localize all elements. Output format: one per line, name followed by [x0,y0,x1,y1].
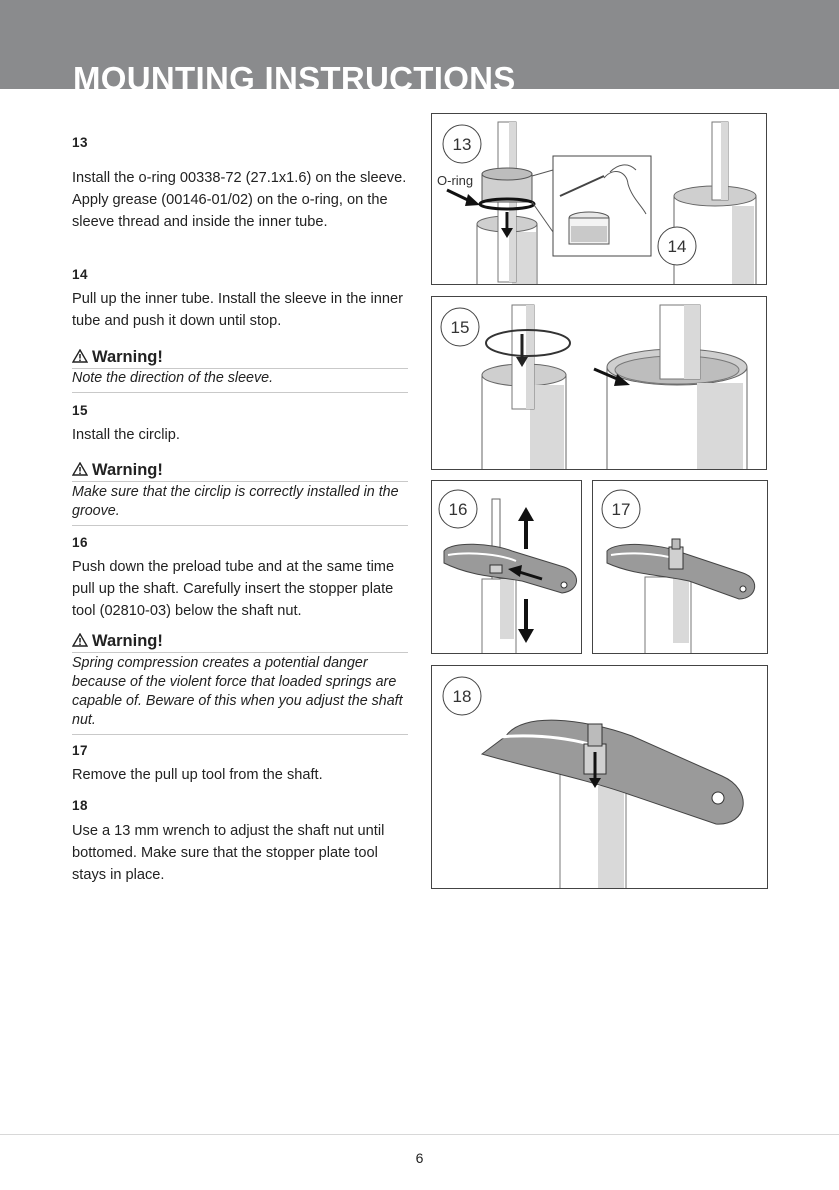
figure-17 [592,480,768,654]
figure-16-illustration [432,481,582,654]
step-16-text: Push down the preload tube and at the same time pull up the shaft. Carefully insert the stopper plate tool (02810-03) below the shaft nut. [72,559,395,619]
figure-15-illustration [432,297,767,470]
figure-17-illustration [593,481,768,654]
figure-18-label: 18 [452,687,472,706]
warning-3-label: Warning! [92,632,163,650]
step-13-text: Install the o-ring 00338-72 (27.1x1.6) on the sleeve. Apply grease (00146-01/02) on the o-ring, on the sleeve thread and inside the inner tube. [72,170,407,230]
warning-3-text: Spring compression creates a potential danger because of the violent force that loaded springs are capable of. Beware of this when you adjust the shaft nut. [72,654,408,735]
warning-triangle-icon [72,349,88,363]
warning-2-label: Warning! [92,461,163,479]
warning-1-text: Note the direction of the sleeve. [72,369,408,393]
warning-1-title [72,346,408,369]
page-header [0,0,839,89]
step-13-number: 13 [72,135,89,150]
warning-triangle-icon [72,462,88,476]
figure-18 [431,665,768,889]
step-18-number: 18 [72,798,89,813]
warning-triangle-icon [72,633,88,647]
warning-1-label: Warning! [92,348,163,366]
figure-15-label: 15 [450,318,470,337]
step-17-number: 17 [72,743,89,758]
figure-13-14-illustration [432,114,767,285]
figure-16 [431,480,582,654]
o-ring-callout: O-ring [437,173,474,188]
warning-3-title [72,630,408,653]
step-15-number: 15 [72,403,89,418]
figure-16-label: 16 [448,500,468,519]
figure-13-label: 13 [452,135,472,154]
figure-15 [431,296,767,470]
figure-18-illustration [432,666,768,889]
figure-17-label: 17 [611,500,631,519]
step-16-number: 16 [72,535,89,550]
page-title: MOUNTING INSTRUCTIONS [73,60,516,89]
step-14-text: Pull up the inner tube. Install the sleeve in the inner tube and push it down until stop. [72,291,404,329]
warning-2-text: Make sure that the circlip is correctly installed in the groove. [72,483,408,526]
figure-13-14 [431,113,767,285]
warning-2-title [72,459,408,482]
step-17-text: Remove the pull up tool from the shaft. [72,767,323,783]
footer-divider [0,1134,839,1135]
step-18-text: Use a 13 mm wrench to adjust the shaft nut until bottomed. Make sure that the stopper plate tool stays in place. [72,823,385,883]
step-14-number: 14 [72,267,89,282]
page-number: 6 [415,1150,424,1166]
step-15-text: Install the circlip. [72,427,180,443]
figure-14-label: 14 [667,237,687,256]
